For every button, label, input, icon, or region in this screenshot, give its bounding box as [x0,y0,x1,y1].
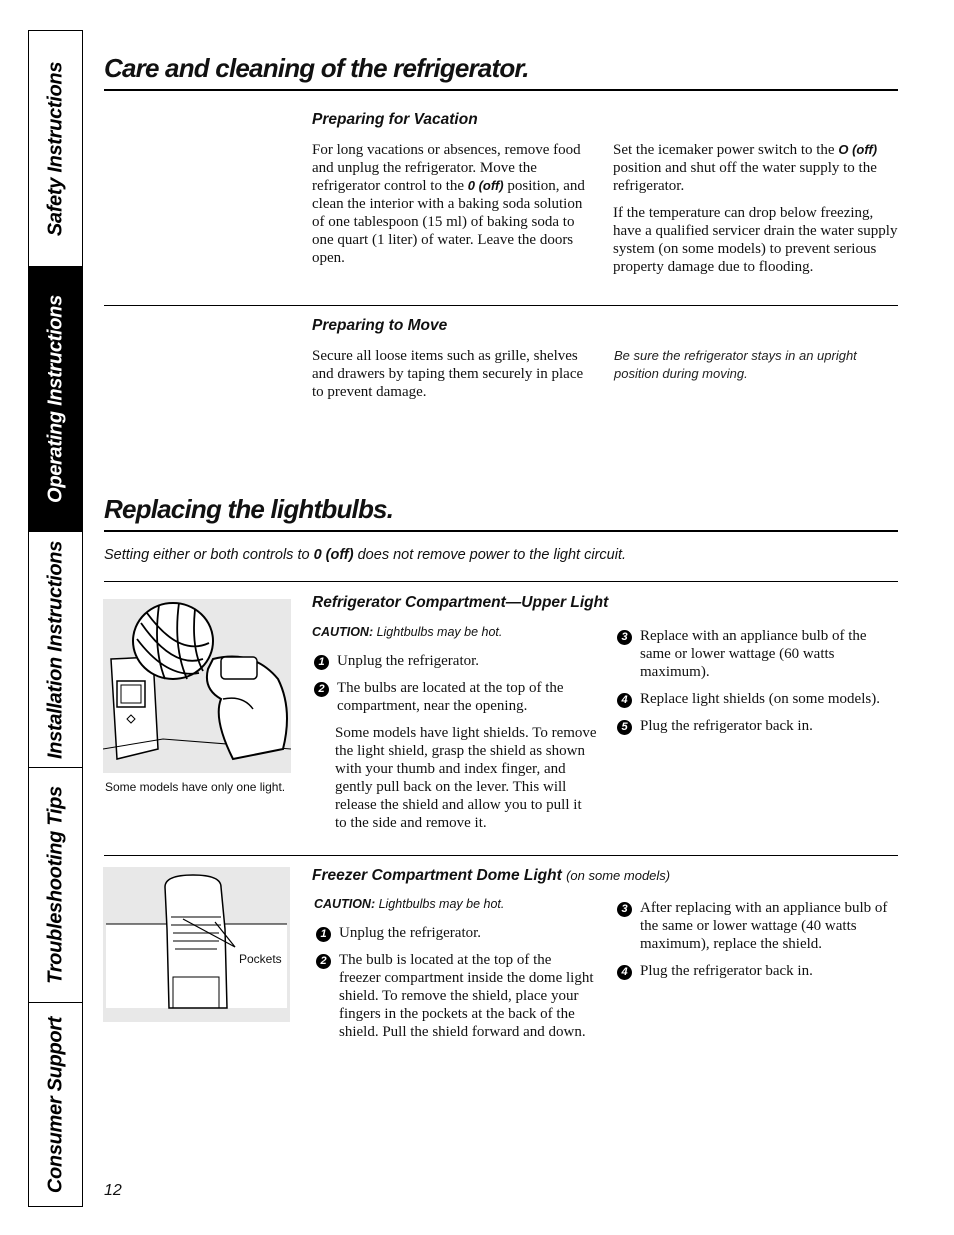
tab-safety-instructions[interactable]: Safety Instructions [29,31,82,267]
title-rule [104,530,898,532]
bulbs-title: Replacing the lightbulbs. [104,494,394,524]
freezer-dome-illustration [103,867,290,1022]
divider [104,305,898,306]
freezer-caution: CAUTION: Lightbulbs may be hot. [314,897,505,911]
upper-light-illustration [103,599,291,773]
divider [104,581,898,582]
section-tabs [28,30,83,1207]
vacation-right-text: Set the icemaker power switch to the O (off) position and shut off the water supply to the refrigerator. If the temperature can drop below freezing, have a qualified servicer drain the water supply system (on some models) to prevent serious property damage due to flooding. [613,142,898,275]
divider [104,855,898,856]
bulbs-intro: Setting either or both controls to 0 (off) does not remove power to the light circuit. [104,547,627,563]
tab-operating-instructions[interactable]: Operating Instructions [29,267,82,532]
upper-light-caption: Some models have only one light. [105,780,286,794]
page-number: 12 [104,1182,122,1199]
tab-troubleshooting-tips[interactable]: Troubleshooting Tips [29,768,82,1003]
title-rule [104,89,898,91]
tab-consumer-support[interactable]: Consumer Support [44,1016,66,1193]
move-right-note: Be sure the refrigerator stays in an upright position during moving. [614,348,857,381]
move-heading: Preparing to Move [312,317,448,334]
upper-light-shield-note: Some models have light shields. To remove the light shield, grasp the shield as shown with your thumb and index finger, and gently pull back on the lever. This will release the shield and allow you to pull it to the side and remove it. [335,725,597,831]
vacation-left-text: For long vacations or absences, remove food and unplug the refrigerator. Move the refrigerator control to the 0 (off) position, and clean the interior with a baking soda solution of one tablespoon (15 ml) of baking soda to one quart (1 liter) of water. Leave the doors open. [312,142,585,266]
pockets-label: Pockets [239,952,282,966]
care-title: Care and cleaning of the refrigerator. [104,53,529,83]
upper-light-heading: Refrigerator Compartment—Upper Light [312,594,609,611]
tab-installation-instructions[interactable]: Installation Instructions [29,532,82,768]
upper-caution: CAUTION: Lightbulbs may be hot. [312,625,503,639]
vacation-heading: Preparing for Vacation [312,111,478,128]
freezer-heading: Freezer Compartment Dome Light (on some models) [312,867,671,884]
move-left-text: Secure all loose items such as grille, shelves and drawers by taping them securely in place to prevent damage. [312,348,584,400]
